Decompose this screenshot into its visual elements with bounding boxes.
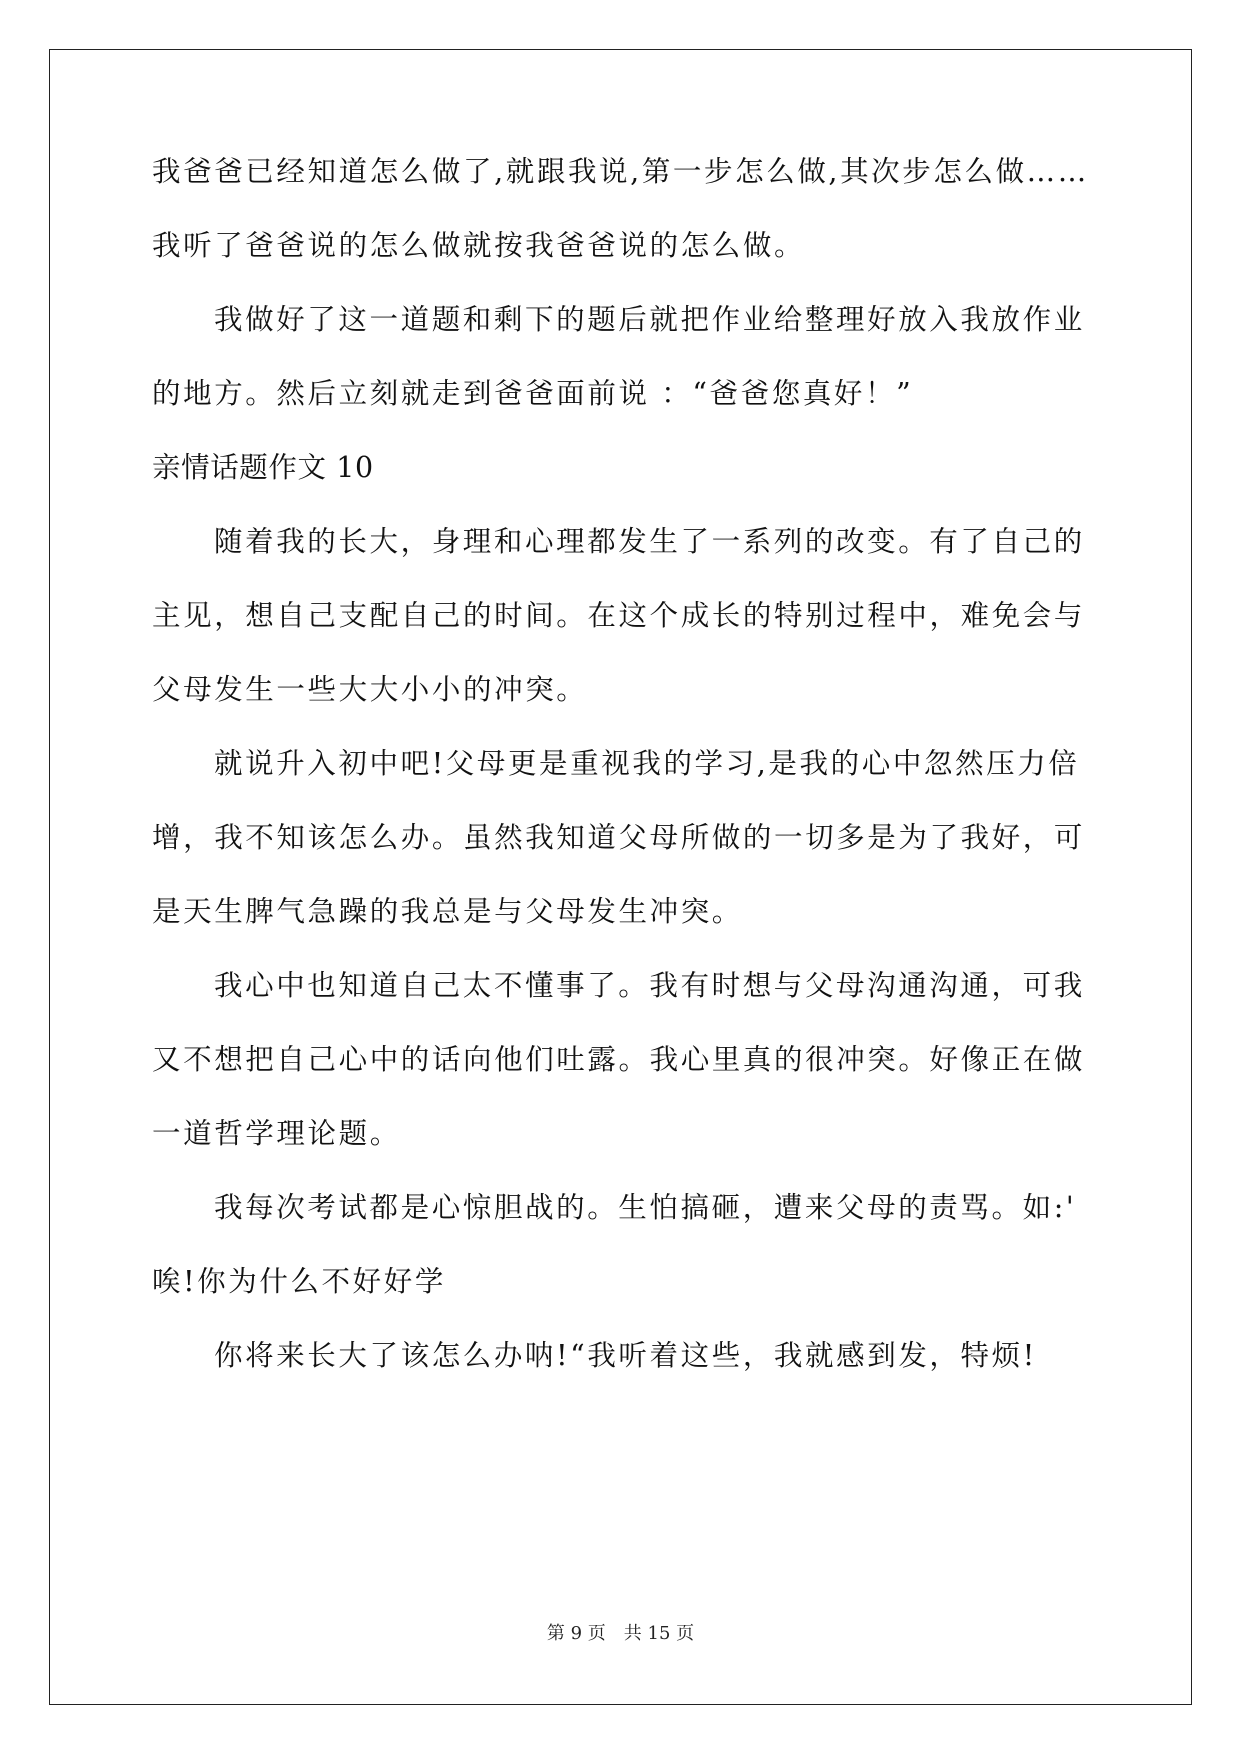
text-line: 又不想把自己心中的话向他们吐露。我心里真的很冲突。好像正在做: [152, 1043, 1086, 1076]
text-line: 主见，想自己支配自己的时间。在这个成长的特别过程中，难免会与: [152, 599, 1086, 632]
paragraph-start-line: 我每次考试都是心惊胆战的。生怕搞砸，遭来父母的责骂。如:': [214, 1191, 1077, 1224]
text-line: 的地方。然后立刻就走到爸爸面前说 ：“爸爸您真好！”: [152, 377, 914, 410]
text-line: 一道哲学理论题。: [152, 1117, 401, 1150]
text-line: 我听了爸爸说的怎么做就按我爸爸说的怎么做。: [152, 229, 806, 262]
text-line: 增，我不知该怎么办。虽然我知道父母所做的一切多是为了我好，可: [152, 821, 1086, 854]
paragraph-start-line: 我心中也知道自己太不懂事了。我有时想与父母沟通沟通，可我: [214, 969, 1085, 1002]
text-line: 我爸爸已经知道怎么做了,就跟我说,第一步怎么做,其次步怎么做……: [152, 155, 1089, 188]
paragraph-start-line: 你将来长大了该怎么办呐!“我听着这些，我就感到发，特烦!: [214, 1339, 1037, 1372]
paragraph-start-line: 随着我的长大，身理和心理都发生了一系列的改变。有了自己的: [214, 525, 1085, 558]
text-line: 父母发生一些大大小小的冲突。: [152, 673, 588, 706]
page-border: [49, 49, 1192, 1705]
page-number-footer: 第 9 页 共 15 页: [546, 1623, 695, 1644]
paragraph-start-line: 我做好了这一道题和剩下的题后就把作业给整理好放入我放作业: [214, 303, 1085, 336]
text-line: 是天生脾气急躁的我总是与父母发生冲突。: [152, 895, 743, 928]
paragraph-start-line: 就说升入初中吧!父母更是重视我的学习,是我的心中忽然压力倍: [214, 747, 1080, 780]
section-heading: 亲情话题作文 10: [152, 451, 374, 484]
text-line: 唉!你为什么不好好学: [152, 1265, 446, 1298]
